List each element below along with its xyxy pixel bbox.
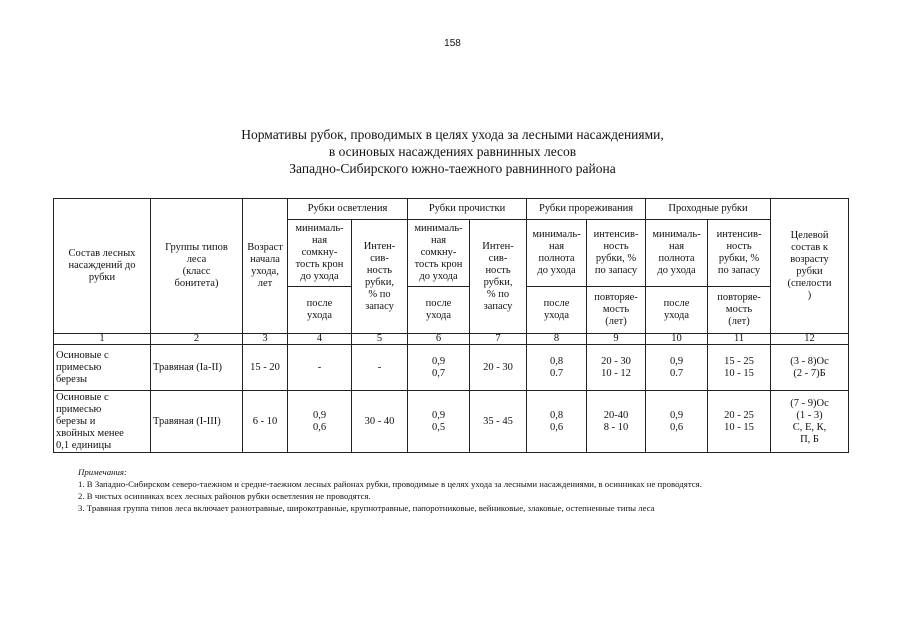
cell-clar-intensity: 30 - 40 xyxy=(352,391,408,453)
cell-start-age: 15 - 20 xyxy=(243,345,288,391)
header-pass-repeat: повторяе- мость (лет) xyxy=(708,287,771,334)
cell-composition: Осиновые с примесью березы и хвойных менее 0,1 единицы xyxy=(54,391,151,453)
notes-section xyxy=(78,466,878,514)
table-row xyxy=(54,345,849,391)
column-number: 8 xyxy=(527,334,587,345)
cell-pass-intensity: 20 - 25 10 - 15 xyxy=(708,391,771,453)
cell-clar-closure: 0,9 0,6 xyxy=(288,391,352,453)
header-row-groups xyxy=(54,199,849,220)
cell-clean-closure: 0,9 0,7 xyxy=(408,345,470,391)
column-number: 12 xyxy=(771,334,849,345)
column-number: 7 xyxy=(470,334,527,345)
column-number: 6 xyxy=(408,334,470,345)
header-clar-after: после ухода xyxy=(288,287,352,334)
cell-forest-group: Травяная (I-III) xyxy=(151,391,243,453)
cell-pass-intensity: 15 - 25 10 - 15 xyxy=(708,345,771,391)
header-clean-after: после ухода xyxy=(408,287,470,334)
header-thin-intensity: интенсив- ность рубки, % по запасу xyxy=(587,220,646,287)
column-number: 5 xyxy=(352,334,408,345)
cell-thin-density: 0,8 0.7 xyxy=(527,345,587,391)
column-numbers-row xyxy=(54,334,849,345)
column-number: 3 xyxy=(243,334,288,345)
header-pass-min-density: минималь- ная полнота до ухода xyxy=(646,220,708,287)
note-item: 2. В чистых осинниках всех лесных районов рубки осветления не проводятся. xyxy=(78,491,371,501)
cell-clar-closure: - xyxy=(288,345,352,391)
cell-pass-density: 0,9 0,6 xyxy=(646,391,708,453)
note-item: 3. Травяная группа типов леса включает разнотравные, широкотравные, крупнотравные, папоротниковые, вейниковые, злаковые, остепненные типы леса xyxy=(78,503,655,513)
header-pass-intensity: интенсив- ность рубки, % по запасу xyxy=(708,220,771,287)
cell-clean-intensity: 20 - 30 xyxy=(470,345,527,391)
header-thin-after: после ухода xyxy=(527,287,587,334)
document-title xyxy=(0,126,905,177)
header-target-composition: Целевой состав к возрасту рубки (спелости ) xyxy=(771,199,849,334)
cell-target: (7 - 9)Ос (1 - 3) С, Е, К, П, Б xyxy=(771,391,849,453)
header-group-clarification: Рубки осветления xyxy=(288,199,408,220)
column-number: 4 xyxy=(288,334,352,345)
cell-thin-density: 0,8 0,6 xyxy=(527,391,587,453)
cell-start-age: 6 - 10 xyxy=(243,391,288,453)
column-number: 2 xyxy=(151,334,243,345)
header-clean-min-closure: минималь- ная сомкну- тость крон до ухода xyxy=(408,220,470,287)
header-pass-after: после ухода xyxy=(646,287,708,334)
cell-thin-intensity: 20 - 30 10 - 12 xyxy=(587,345,646,391)
cell-clean-closure: 0,9 0,5 xyxy=(408,391,470,453)
title-line-2: в осиновых насаждениях равнинных лесов xyxy=(328,144,577,159)
header-composition: Состав лесных насаждений до рубки xyxy=(54,199,151,334)
header-start-age: Возраст начала ухода, лет xyxy=(243,199,288,334)
column-number: 9 xyxy=(587,334,646,345)
norms-table xyxy=(53,198,849,453)
header-group-thinning: Рубки прореживания xyxy=(527,199,646,220)
notes-heading: Примечания: xyxy=(78,467,127,477)
header-clean-intensity: Интен- сив- ность рубки, % по запасу xyxy=(470,220,527,334)
column-number: 1 xyxy=(54,334,151,345)
page-number: 158 xyxy=(444,38,461,49)
cell-composition: Осиновые с примесью березы xyxy=(54,345,151,391)
cell-clar-intensity: - xyxy=(352,345,408,391)
header-clar-min-closure: минималь- ная сомкну- тость крон до ухода xyxy=(288,220,352,287)
header-thin-min-density: минималь- ная полнота до ухода xyxy=(527,220,587,287)
cell-thin-intensity: 20-40 8 - 10 xyxy=(587,391,646,453)
note-item: 1. В Западно-Сибирском северо-таежном и средне-таежном лесных районах рубки, проводимые в целях ухода за лесными насаждениями, в осинниках не проводятся. xyxy=(78,479,702,489)
header-thin-repeat: повторяе- мость (лет) xyxy=(587,287,646,334)
column-number: 11 xyxy=(708,334,771,345)
cell-target: (3 - 8)Ос (2 - 7)Б xyxy=(771,345,849,391)
cell-forest-group: Травяная (Iа-II) xyxy=(151,345,243,391)
header-group-passing: Проходные рубки xyxy=(646,199,771,220)
column-number: 10 xyxy=(646,334,708,345)
table-row xyxy=(54,391,849,453)
header-group-cleaning: Рубки прочистки xyxy=(408,199,527,220)
header-clar-intensity: Интен- сив- ность рубки, % по запасу xyxy=(352,220,408,334)
cell-pass-density: 0,9 0.7 xyxy=(646,345,708,391)
header-forest-group: Группы типов леса (класс бонитета) xyxy=(151,199,243,334)
title-line-1: Нормативы рубок, проводимых в целях ухода за лесными насаждениями, xyxy=(241,127,664,142)
title-line-3: Западно-Сибирского южно-таежного равнинного района xyxy=(289,161,616,176)
cell-clean-intensity: 35 - 45 xyxy=(470,391,527,453)
